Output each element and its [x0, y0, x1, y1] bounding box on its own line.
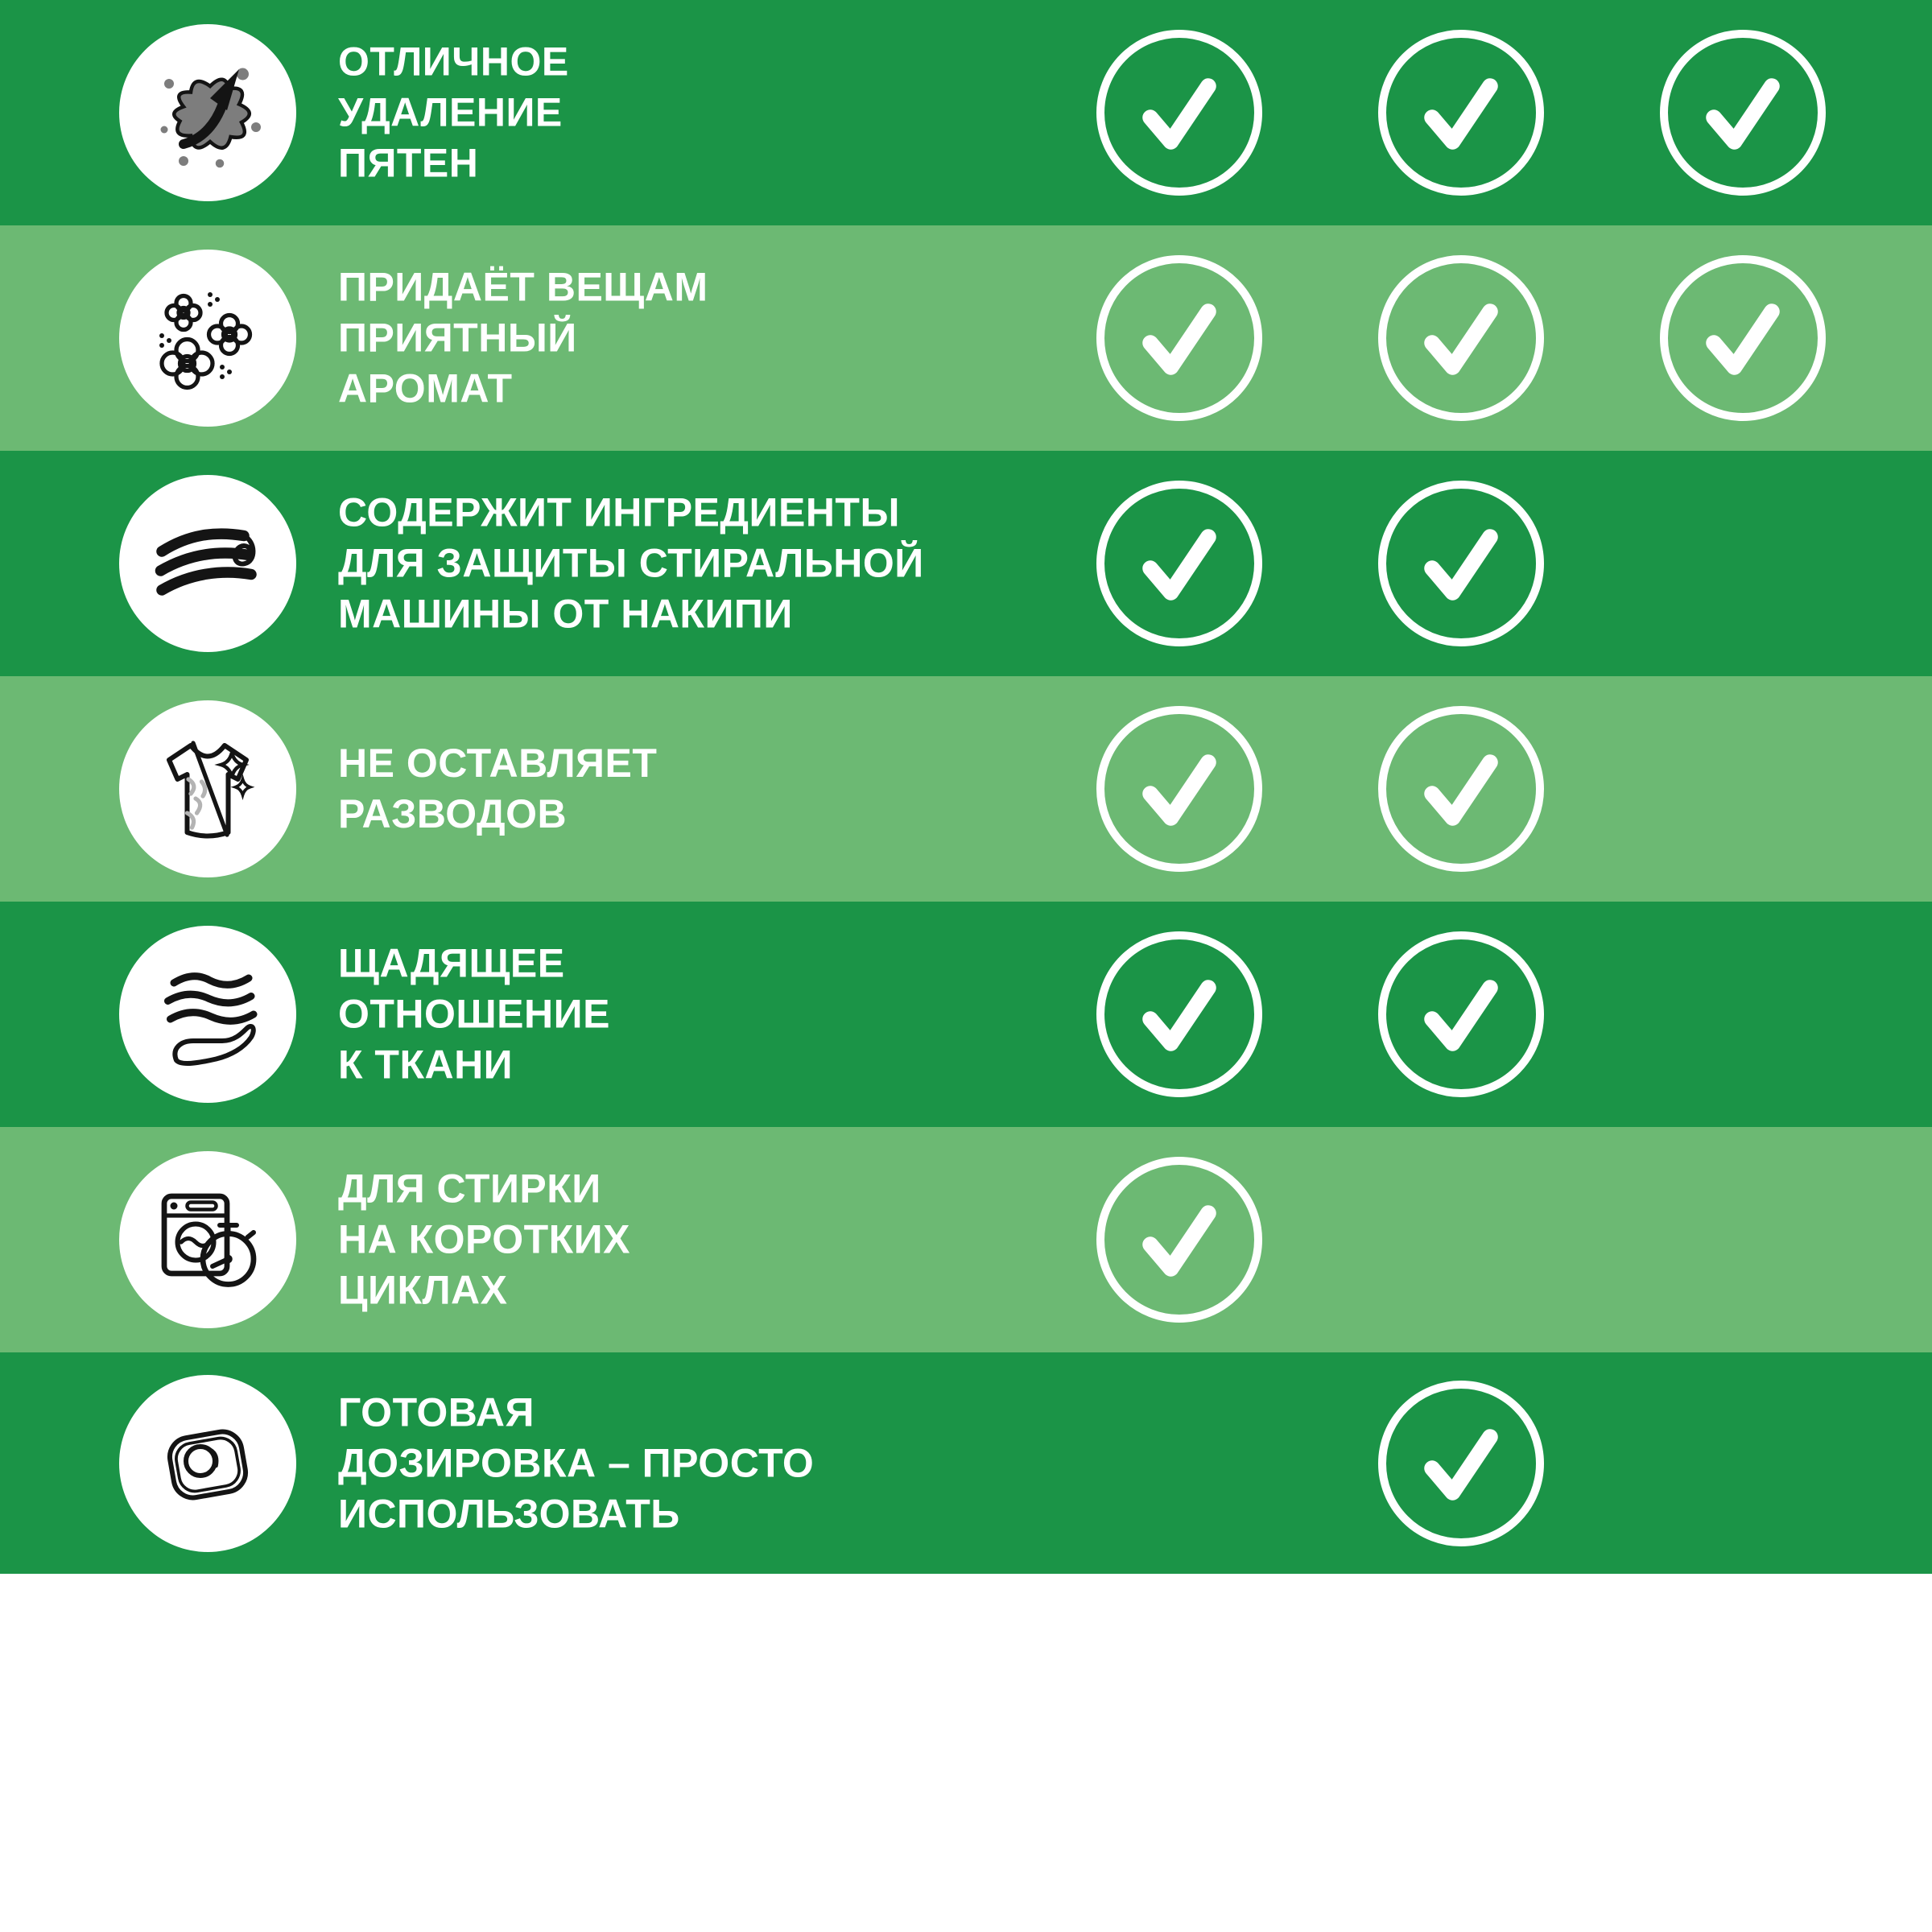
row-ready-dose [0, 1352, 1932, 1574]
check-gel [1096, 931, 1262, 1097]
feature-text: ПРИДАЁТ ВЕЩАМ ПРИЯТНЫЙ АРОМАТ [338, 264, 708, 411]
feature-text: ЩАДЯЩЕЕ ОТНОШЕНИЕ К ТКАНИ [338, 940, 610, 1088]
row-pleasant-fragrance [0, 225, 1932, 451]
check-gel [1096, 481, 1262, 646]
check-powder [1660, 255, 1826, 421]
feature-text: СОДЕРЖИТ ИНГРЕДИЕНТЫ ДЛЯ ЗАЩИТЫ СТИРАЛЬНОЙ МАШИНЫ ОТ НАКИПИ [338, 489, 924, 637]
row-no-streaks [0, 676, 1932, 902]
feature-text: ДЛЯ СТИРКИ НА КОРОТКИХ ЦИКЛАХ [338, 1166, 630, 1313]
no-streaks-tshirt-icon [119, 700, 296, 877]
check-gel [1096, 255, 1262, 421]
row-short-cycles [0, 1127, 1932, 1352]
check-capsules [1378, 30, 1544, 196]
feature-text: НЕ ОСТАВЛЯЕТ РАЗВОДОВ [338, 741, 658, 836]
short-cycles-washer-icon [119, 1151, 296, 1328]
check-gel [1096, 706, 1262, 872]
stain-removal-icon [119, 24, 296, 201]
check-capsules [1378, 1381, 1544, 1546]
check-gel [1096, 1157, 1262, 1323]
fabric-care-hand-icon [119, 926, 296, 1103]
check-capsules [1378, 706, 1544, 872]
row-stain-removal [0, 0, 1932, 225]
feature-text: ОТЛИЧНОЕ УДАЛЕНИЕ ПЯТЕН [338, 39, 569, 186]
limescale-protection-icon [119, 475, 296, 652]
row-limescale-protection [0, 451, 1932, 676]
check-capsules [1378, 931, 1544, 1097]
check-powder [1660, 30, 1826, 196]
ready-dose-pod-icon [119, 1375, 296, 1552]
check-gel [1096, 30, 1262, 196]
feature-text: ГОТОВАЯ ДОЗИРОВКА – ПРОСТО ИСПОЛЬЗОВАТЬ [338, 1389, 815, 1536]
check-capsules [1378, 255, 1544, 421]
check-capsules [1378, 481, 1544, 646]
row-gentle-on-fabric [0, 902, 1932, 1127]
fragrance-flowers-icon [119, 250, 296, 427]
